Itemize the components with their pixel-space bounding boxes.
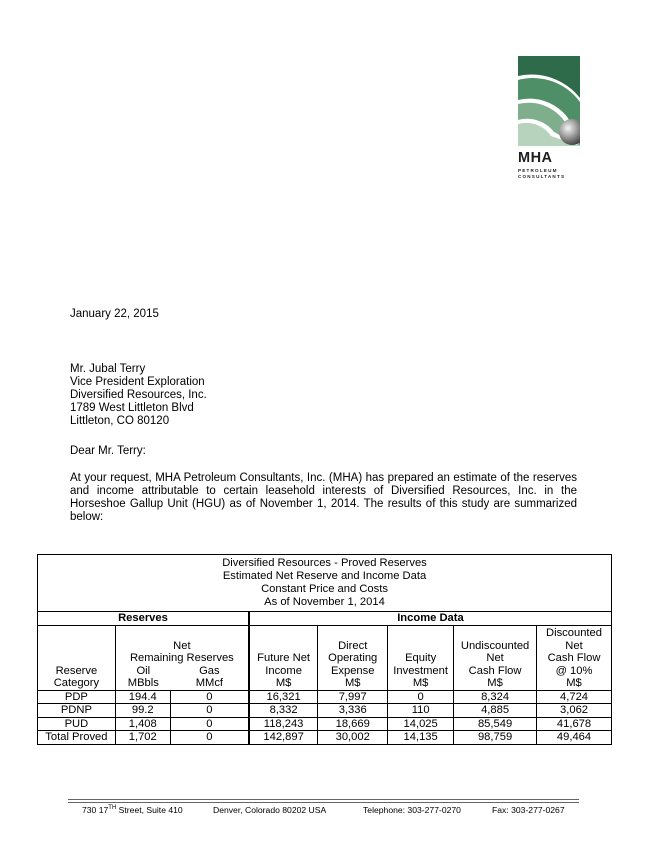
cell-undiscounted: 8,324 [454, 690, 537, 704]
logo-subtitle-line2: CONSULTANTS [518, 173, 566, 179]
header-line: Direct [338, 639, 368, 652]
header-equity [388, 625, 454, 690]
header-discounted [537, 625, 612, 690]
header-line: MMcf [195, 677, 224, 689]
table-row [38, 717, 612, 731]
recipient-name: Mr. Jubal Terry [70, 363, 146, 375]
header-direct-expense [318, 625, 388, 690]
header-line: Remaining Reserves [129, 652, 234, 664]
recipient-street: 1789 West Littleton Blvd [70, 402, 194, 414]
header-net-remaining [115, 625, 249, 690]
header-line: Investment [393, 664, 448, 677]
table-title-line: As of November 1, 2014 [264, 596, 385, 608]
cell-direct-expense: 3,336 [318, 704, 388, 718]
header-line: Net [565, 639, 583, 652]
cell-undiscounted: 98,759 [454, 731, 537, 745]
cell-undiscounted: 85,549 [454, 717, 537, 731]
header-line: Category [53, 677, 100, 689]
cell-future-income: 142,897 [249, 731, 318, 745]
salutation: Dear Mr. Terry: [70, 445, 146, 457]
mha-logo [518, 56, 598, 180]
header-line: M$ [487, 677, 503, 689]
cell-oil: 194.4 [115, 690, 170, 704]
cell-future-income: 8,332 [249, 704, 318, 718]
cell-equity: 0 [388, 690, 454, 704]
cell-equity: 14,025 [388, 717, 454, 731]
footer-city: Denver, Colorado 80202 USA [213, 805, 327, 815]
table-row [38, 690, 612, 704]
table-title-line: Diversified Resources - Proved Reserves [222, 557, 427, 569]
header-line: Oil [136, 664, 151, 677]
cell-oil: 99.2 [115, 704, 170, 718]
table-title [38, 555, 612, 612]
header-line: Reserve [55, 664, 98, 677]
footer-divider [68, 802, 579, 803]
cell-direct-expense: 7,997 [318, 690, 388, 704]
header-reserve-category [38, 625, 116, 690]
cell-category: PDP [38, 690, 116, 704]
cell-equity: 14,135 [388, 731, 454, 745]
footer-street-name: Street, Suite 410 [116, 805, 183, 815]
cell-oil: 1,702 [115, 731, 170, 745]
header-line: @ 10% [555, 664, 593, 677]
cell-oil: 1,408 [115, 717, 170, 731]
table-row-total [38, 731, 612, 745]
header-line: Operating [328, 652, 378, 664]
header-line: M$ [275, 677, 292, 689]
cell-category: PUD [38, 717, 116, 731]
recipient-address [70, 363, 207, 428]
letter-date: January 22, 2015 [70, 308, 159, 320]
cell-gas: 0 [170, 717, 249, 731]
recipient-title: Vice President Exploration [70, 376, 205, 388]
cell-direct-expense: 18,669 [318, 717, 388, 731]
header-line: Cash Flow [547, 652, 601, 664]
header-line: Gas [199, 664, 220, 677]
cell-discounted: 49,464 [537, 731, 612, 745]
header-line: Discounted [546, 627, 602, 639]
header-line: Equity [405, 652, 437, 664]
header-undiscounted [454, 625, 537, 690]
cell-future-income: 118,243 [249, 717, 318, 731]
footer-phone: Telephone: 303-277-0270 [363, 805, 461, 815]
header-line: Expense [330, 664, 375, 677]
cell-category: Total Proved [38, 731, 116, 745]
header-gas [171, 665, 248, 690]
header-line: Future Net [257, 652, 311, 664]
footer-street-suffix: TH [108, 805, 117, 812]
cell-gas: 0 [170, 690, 249, 704]
logo-subtitle-line1: PETROLEUM [518, 168, 558, 173]
table-title-line: Constant Price and Costs [261, 583, 388, 595]
recipient-city: Littleton, CO 80120 [70, 415, 170, 427]
recipient-company: Diversified Resources, Inc. [70, 389, 207, 401]
header-future-income [249, 625, 318, 690]
header-line: Income [265, 664, 302, 677]
group-header-income: Income Data [249, 612, 612, 626]
table-row [38, 704, 612, 718]
footer-street [82, 805, 183, 815]
header-oil [116, 665, 171, 690]
logo-mark-icon [518, 56, 580, 146]
logo-subtitle [518, 168, 588, 179]
cell-gas: 0 [170, 704, 249, 718]
group-header-reserves: Reserves [38, 612, 249, 626]
cell-future-income: 16,321 [249, 690, 318, 704]
header-line: Net [173, 639, 191, 652]
cell-equity: 110 [388, 704, 454, 718]
cell-discounted: 3,062 [537, 704, 612, 718]
cell-discounted: 4,724 [537, 690, 612, 704]
body-paragraph: At your request, MHA Petroleum Consultants, Inc. (MHA) has prepared an estimate of the reserves and income attributable to certain leasehold interests of Diversified Resources, Inc. in the Horseshoe Gallup Unit (HGU) as of November 1, 2014. The results of this study are summarized below: [70, 472, 577, 523]
header-line: M$ [412, 677, 429, 689]
header-line: Undiscounted [460, 639, 530, 652]
header-line: M$ [344, 677, 361, 689]
logo-name: MHA [518, 150, 553, 166]
header-line: Cash Flow [468, 664, 522, 677]
cell-direct-expense: 30,002 [318, 731, 388, 745]
table-title-line: Estimated Net Reserve and Income Data [222, 570, 427, 582]
cell-discounted: 41,678 [537, 717, 612, 731]
cell-gas: 0 [170, 731, 249, 745]
cell-undiscounted: 4,885 [454, 704, 537, 718]
cell-category: PDNP [38, 704, 116, 718]
footer-street-number: 730 17 [82, 805, 109, 815]
footer-fax: Fax: 303-277-0267 [492, 805, 565, 815]
footer-divider [68, 799, 579, 800]
reserves-table [37, 554, 612, 745]
header-line: MBbls [127, 677, 159, 689]
header-line: Net [486, 652, 504, 664]
header-line: M$ [566, 677, 582, 689]
